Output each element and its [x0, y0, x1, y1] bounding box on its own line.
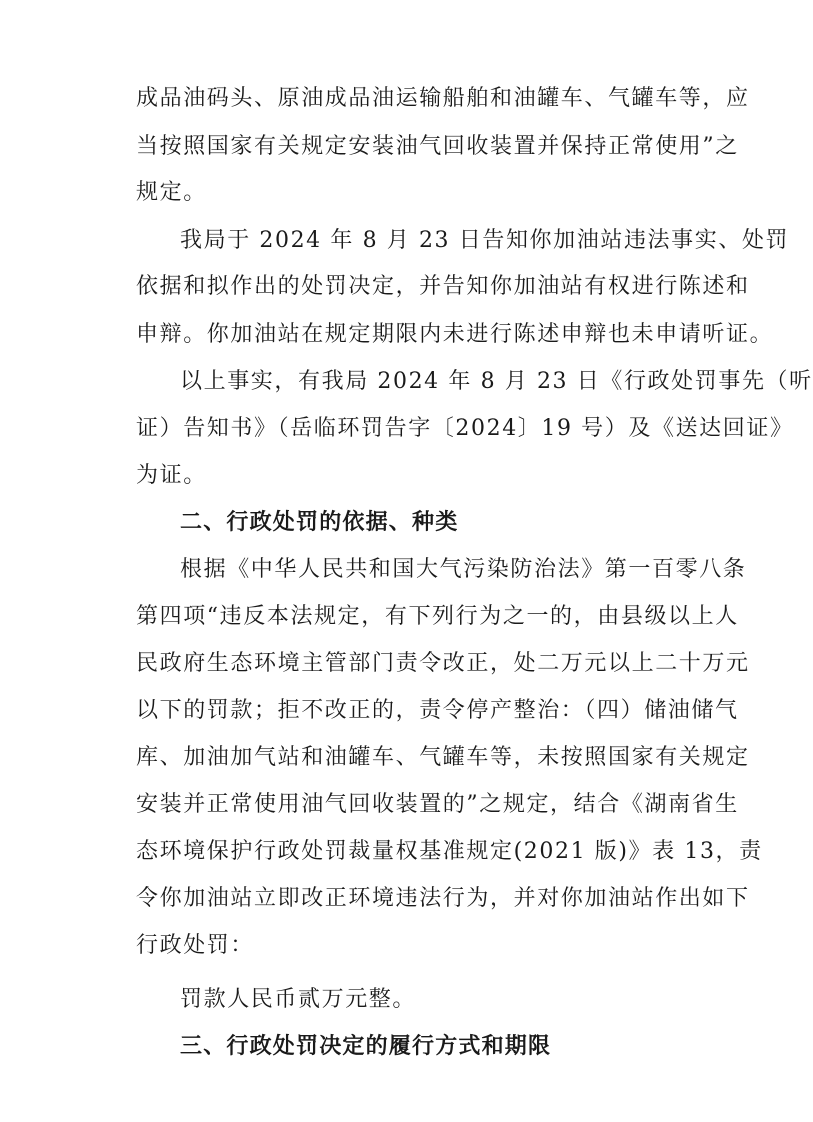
- paragraph-line: 申辩。你加油站在规定期限内未进行陈述申辩也未申请听证。: [136, 322, 774, 347]
- paragraph-line: 成品油码头、原油成品油运输船舶和油罐车、气罐车等，应: [136, 86, 750, 111]
- paragraph-line: 安装并正常使用油气回收装置的”之规定，结合《湖南省生: [136, 792, 739, 817]
- paragraph-line: 库、加油加气站和油罐车、气罐车等，未按照国家有关规定: [136, 745, 750, 770]
- paragraph-line: 当按照国家有关规定安装油气回收装置并保持正常使用”之: [136, 134, 739, 159]
- paragraph-line: 以下的罚款；拒不改正的，责令停产整治：（四）储油储气: [136, 698, 739, 723]
- paragraph-line: 以上事实，有我局 2024 年 8 月 23 日《行政处罚事先（听: [180, 369, 813, 394]
- paragraph-line: 令你加油站立即改正环境违法行为，并对你加油站作出如下: [136, 886, 750, 911]
- paragraph-line: 证）告知书》（岳临环罚告字〔2024〕19 号）及《送达回证》: [136, 416, 794, 441]
- paragraph-line: 罚款人民币贰万元整。: [180, 987, 417, 1012]
- paragraph-line: 规定。: [136, 180, 207, 205]
- paragraph-line: 依据和拟作出的处罚决定，并告知你加油站有权进行陈述和: [136, 274, 750, 299]
- paragraph-line: 根据《中华人民共和国大气污染防治法》第一百零八条: [180, 557, 747, 582]
- paragraph-line: 为证。: [136, 463, 207, 488]
- paragraph-line: 态环境保护行政处罚裁量权基准规定(2021 版)》表 13，责: [136, 839, 763, 864]
- paragraph-line: 我局于 2024 年 8 月 23 日告知你加油站违法事实、处罚: [180, 228, 790, 253]
- section-heading: 三、行政处罚决定的履行方式和期限: [180, 1034, 552, 1059]
- paragraph-line: 行政处罚：: [136, 933, 255, 958]
- paragraph-line: 民政府生态环境主管部门责令改正，处二万元以上二十万元: [136, 651, 750, 676]
- paragraph-line: 第四项“违反本法规定，有下列行为之一的，由县级以上人: [136, 604, 739, 629]
- section-heading: 二、行政处罚的依据、种类: [180, 510, 459, 535]
